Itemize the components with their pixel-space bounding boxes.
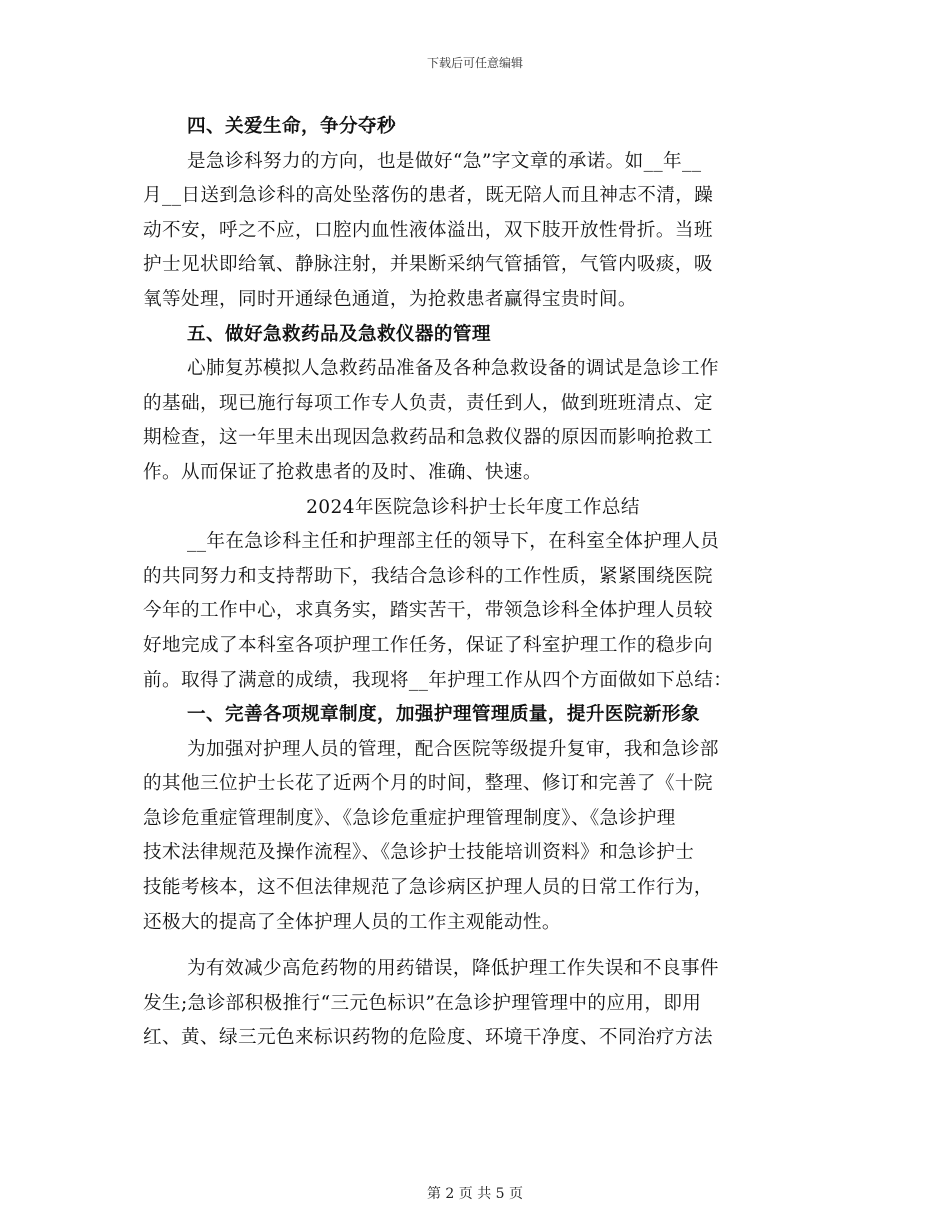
text-line: 为有效减少高危药物的用药错误，降低护理工作失误和不良事件 xyxy=(187,958,719,980)
text-line: 心肺复苏模拟人急救药品准备及各种急救设备的调试是急诊工作 xyxy=(187,358,719,380)
text-line: 动不安，呼之不应，口腔内血性液体溢出，双下肢开放性骨折。当班 xyxy=(143,219,713,241)
text-line: 2024年医院急诊科护士长年度工作总结 xyxy=(306,496,640,518)
text-line: 技能考核本，这不但法律规范了急诊病区护理人员的日常工作行为， xyxy=(143,877,713,899)
text-line: 氧等处理，同时开通绿色通道，为抢救患者赢得宝贵时间。 xyxy=(143,288,637,310)
text-line: 月__日送到急诊科的高处坠落伤的患者，既无陪人而且神志不清，躁 xyxy=(143,185,714,207)
text-line: 五、做好急救药品及急救仪器的管理 xyxy=(187,323,491,345)
text-line: 期检查，这一年里未出现因急救药品和急救仪器的原因而影响抢救工 xyxy=(143,427,713,449)
text-line: 今年的工作中心，求真务实，踏实苦干，带领急诊科全体护理人员较 xyxy=(143,600,713,622)
text-line: 红、黄、绿三元色来标识药物的危险度、环境干净度、不同治疗方法 xyxy=(143,1027,713,1049)
text-line: 一、完善各项规章制度，加强护理管理质量，提升医院新形象 xyxy=(187,704,700,726)
text-line: 还极大的提高了全体护理人员的工作主观能动性。 xyxy=(143,911,561,933)
text-line: 是急诊科努力的方向，也是做好“急”字文章的承诺。如__年__ xyxy=(187,150,702,172)
text-line: 发生;急诊部积极推行“三元色标识”在急诊护理管理中的应用，即用 xyxy=(143,992,702,1014)
text-line: 护士见状即给氧、静脉注射，并果断采纳气管插管，气管内吸痰，吸 xyxy=(143,254,713,276)
document-body xyxy=(143,110,803,1056)
text-line: 作。从而保证了抢救患者的及时、准确、快速。 xyxy=(143,461,542,483)
text-line: 四、关爱生命，争分夺秒 xyxy=(187,116,396,137)
text-line: 的基础，现已施行每项工作专人负责，责任到人，做到班班清点、定 xyxy=(143,392,713,414)
text-line: 的其他三位护士长花了近两个月的时间，整理、修订和完善了《十院 xyxy=(143,773,713,795)
text-line: 急诊危重症管理制度》、《急诊危重症护理管理制度》、《急诊护理 xyxy=(143,807,676,829)
text-line: 为加强对护理人员的管理，配合医院等级提升复审，我和急诊部 xyxy=(187,738,719,760)
page-header: 下载后可任意编辑 xyxy=(426,56,523,70)
text-line: __年在急诊科主任和护理部主任的领导下，在科室全体护理人员 xyxy=(187,531,720,553)
text-line: 的共同努力和支持帮助下，我结合急诊科的工作性质，紧紧围绕医院 xyxy=(143,565,713,587)
text-line: 技术法律规范及操作流程》、《急诊护士技能培训资料》和急诊护士 xyxy=(143,842,695,864)
page-footer: 第 2 页 共 5 页 xyxy=(426,1186,524,1202)
text-line: 好地完成了本科室各项护理工作任务，保证了科室护理工作的稳步向 xyxy=(143,634,713,656)
text-line: 前。取得了满意的成绩，我现将__年护理工作从四个方面做如下总结： xyxy=(143,669,733,691)
